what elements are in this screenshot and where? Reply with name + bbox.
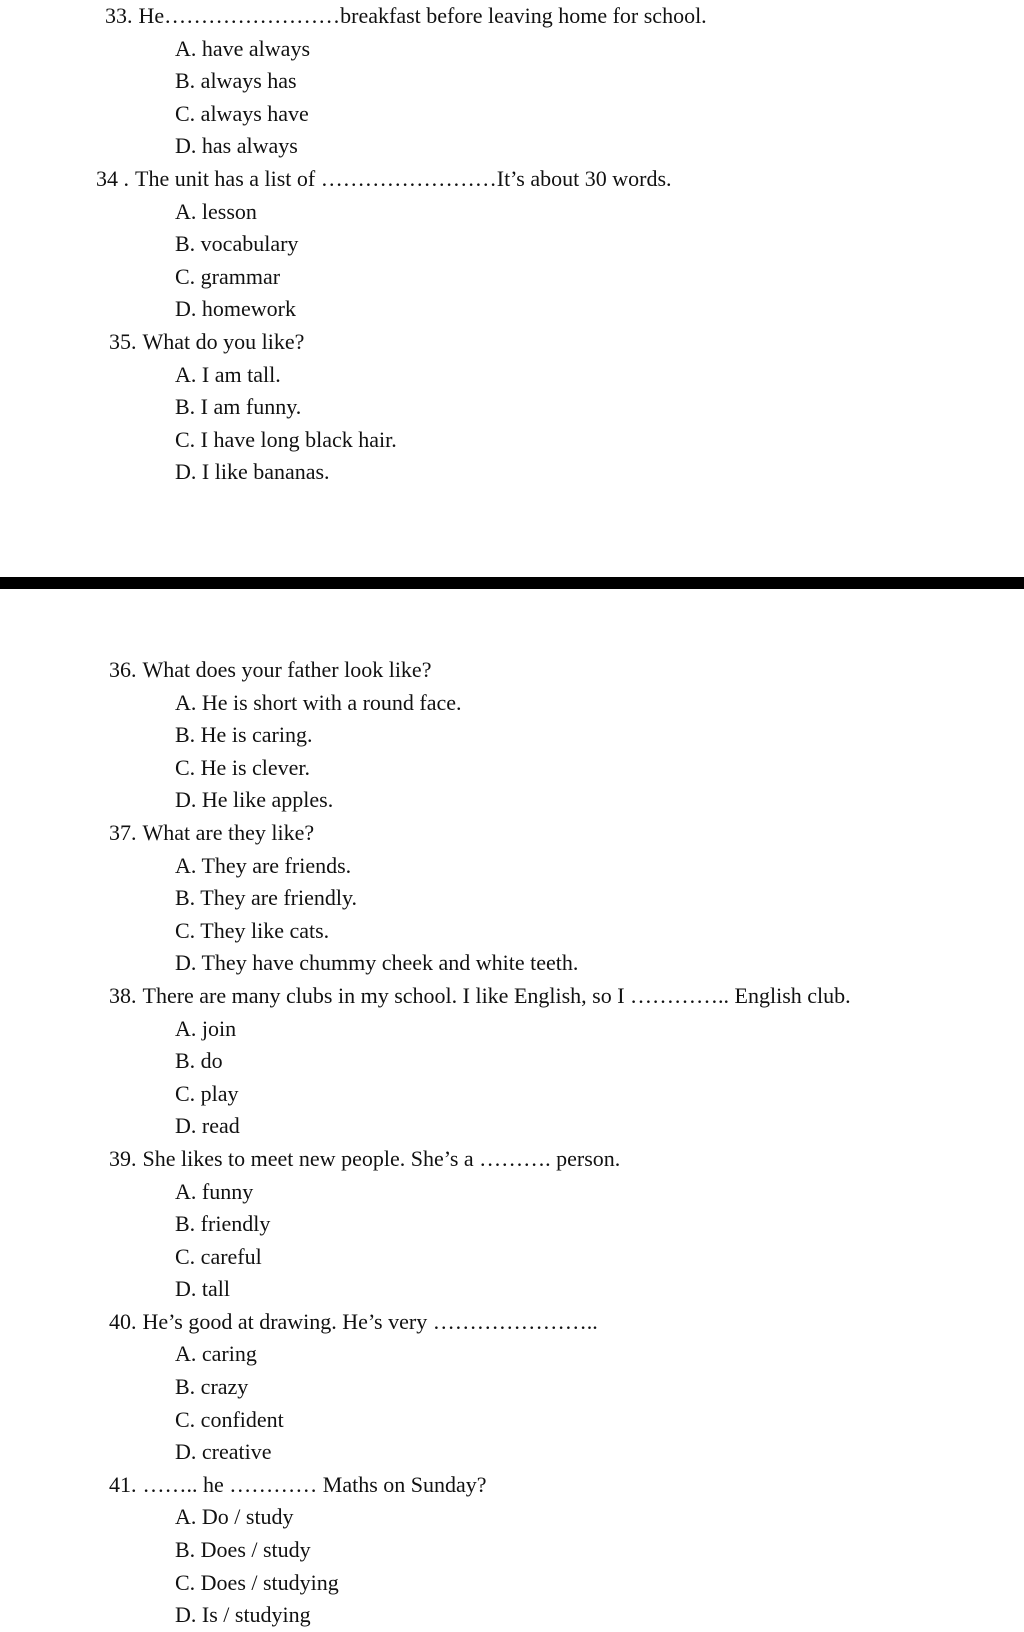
option-a: A. funny bbox=[175, 1178, 254, 1204]
question-number: 41. bbox=[109, 1471, 137, 1497]
question-37 bbox=[0, 817, 1024, 980]
option-b: B. He is caring. bbox=[175, 722, 313, 748]
option-c: C. confident bbox=[175, 1406, 284, 1432]
question-number: 33. bbox=[105, 3, 133, 28]
question-stem bbox=[0, 1143, 1024, 1176]
question-text: …….. he ………… Maths on Sunday? bbox=[142, 1471, 487, 1497]
question-40 bbox=[0, 1306, 1024, 1469]
question-number: 38. bbox=[109, 982, 137, 1008]
question-text: He……………………breakfast before leaving home for school. bbox=[138, 3, 707, 28]
option-b: B. I am funny. bbox=[175, 394, 302, 420]
question-stem bbox=[0, 980, 1024, 1013]
option-a: A. Do / study bbox=[175, 1504, 294, 1530]
option-d: D. I like bananas. bbox=[175, 459, 330, 485]
question-text: What do you like? bbox=[142, 328, 305, 354]
option-c: C. He is clever. bbox=[175, 754, 311, 780]
page-divider-bar bbox=[0, 577, 1024, 589]
question-text: What are they like? bbox=[142, 819, 315, 845]
question-35 bbox=[0, 326, 1024, 489]
question-stem bbox=[0, 326, 1024, 359]
option-d: D. They have chummy cheek and white teeth. bbox=[175, 950, 579, 976]
option-a: A. I am tall. bbox=[175, 361, 281, 387]
question-text: He’s good at drawing. He’s very ………………….. bbox=[142, 1308, 598, 1334]
option-a: A. He is short with a round face. bbox=[175, 689, 462, 715]
option-c: C. careful bbox=[175, 1243, 262, 1269]
question-number: 34 . bbox=[96, 165, 129, 191]
question-stem bbox=[0, 0, 1024, 33]
question-39 bbox=[0, 1143, 1024, 1306]
question-text: She likes to meet new people. She’s a ………. person. bbox=[142, 1145, 621, 1171]
question-41 bbox=[0, 1469, 1024, 1632]
question-stem bbox=[0, 163, 1024, 196]
option-d: D. has always bbox=[175, 133, 298, 159]
question-number: 36. bbox=[109, 657, 137, 682]
option-c: C. play bbox=[175, 1080, 239, 1106]
option-a: A. join bbox=[175, 1015, 237, 1041]
option-b: B. crazy bbox=[175, 1374, 249, 1400]
option-b: B. do bbox=[175, 1048, 223, 1074]
question-text: What does your father look like? bbox=[142, 657, 432, 682]
option-d: D. Is / studying bbox=[175, 1602, 311, 1628]
question-text: There are many clubs in my school. I like English, so I ………….. English club. bbox=[142, 982, 851, 1008]
question-33 bbox=[0, 0, 1024, 163]
question-number: 39. bbox=[109, 1145, 137, 1171]
questions-part-1 bbox=[0, 0, 1024, 489]
option-c: C. grammar bbox=[175, 263, 281, 289]
option-b: B. always has bbox=[175, 68, 297, 94]
option-b: B. vocabulary bbox=[175, 231, 299, 257]
option-a: A. have always bbox=[175, 35, 311, 61]
option-a: A. caring bbox=[175, 1341, 257, 1367]
question-number: 35. bbox=[109, 328, 137, 354]
option-d: D. He like apples. bbox=[175, 787, 334, 813]
question-number: 37. bbox=[109, 819, 137, 845]
question-stem bbox=[0, 1306, 1024, 1339]
option-d: D. homework bbox=[175, 296, 296, 322]
option-c: C. I have long black hair. bbox=[175, 426, 397, 452]
option-c: C. always have bbox=[175, 100, 309, 126]
question-stem bbox=[0, 1469, 1024, 1502]
option-a: A. They are friends. bbox=[175, 852, 352, 878]
option-c: C. They like cats. bbox=[175, 917, 330, 943]
option-b: B. friendly bbox=[175, 1211, 271, 1237]
questions-part-2 bbox=[0, 654, 1024, 1632]
question-stem bbox=[0, 654, 1024, 687]
option-d: D. tall bbox=[175, 1276, 230, 1302]
question-34 bbox=[0, 163, 1024, 326]
option-d: D. creative bbox=[175, 1439, 272, 1465]
option-b: B. Does / study bbox=[175, 1537, 311, 1563]
question-38 bbox=[0, 980, 1024, 1143]
option-c: C. Does / studying bbox=[175, 1569, 339, 1595]
question-text: The unit has a list of ……………………It’s about 30 words. bbox=[135, 165, 672, 191]
question-36 bbox=[0, 654, 1024, 817]
option-d: D. read bbox=[175, 1113, 240, 1139]
question-stem bbox=[0, 817, 1024, 850]
question-number: 40. bbox=[109, 1308, 137, 1334]
option-b: B. They are friendly. bbox=[175, 885, 358, 911]
option-a: A. lesson bbox=[175, 198, 257, 224]
